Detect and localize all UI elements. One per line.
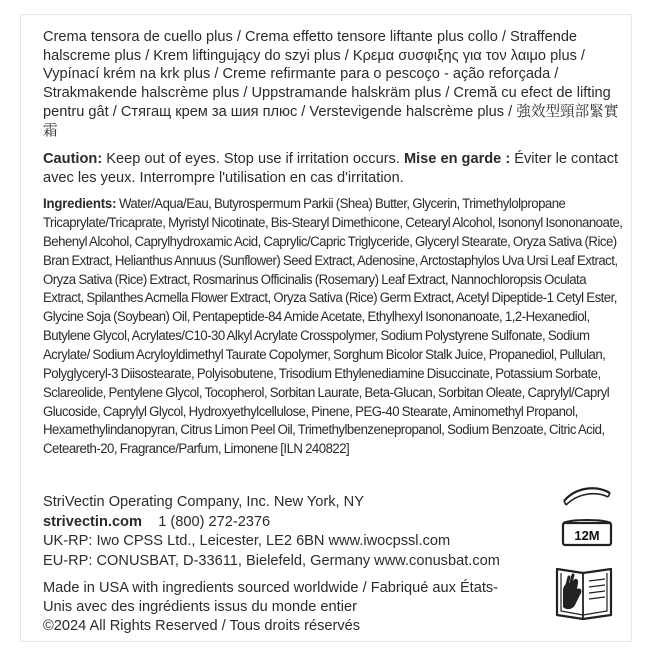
company-name: StriVectin Operating Company, Inc. New York, NY <box>43 494 364 510</box>
phone-number: 1 (800) 272-2376 <box>158 513 271 530</box>
caution-label: Caution: <box>43 151 103 168</box>
caution-text: Keep out of eyes. Stop use if irritation occurs. <box>106 151 400 168</box>
caution-section <box>43 150 625 187</box>
company-info <box>43 493 513 572</box>
contact-line <box>43 513 513 533</box>
caution-fr-label: Mise en garde : <box>403 151 511 168</box>
label-panel <box>20 14 632 642</box>
phone-spacer <box>146 514 154 530</box>
uk-rp-line: UK-RP: Iwo CPSS Ltd., Leicester, LE2 6BN www.iwocpssl.com <box>43 533 451 550</box>
copyright-text: ©2024 All Rights Reserved / Tous droits réservés <box>43 618 361 635</box>
product-names: Crema tensora de cuello plus / Crema effetto tensore liftante plus collo / Straffende halscreme plus / Krem liftingujący do szyi plus / Κρεμα συσφιξης για τον λαιμο plus / Vypínací krém na krk plus / Creme refirmante para o pescoço - ação reforçada / Strakmakende halscrème plus / Uppstramande halskräm plus / Cremă cu efect de lifting pentru gât / Стягащ крем за шия плюс / Verstevigende halscrème plus / 強效型頸部緊實霜 <box>43 29 619 139</box>
ingredients-list: Water/Aqua/Eau, Butyrospermum Parkii (Shea) Butter, Glycerin, Trimethylolpropane Tricaprylate/Tricaprate, Myristyl Nicotinate, Bis-Stearyl Dimethicone, Cetearyl Alcohol, Isononyl Isononanoate, Behenyl Alcohol, Caprylhydroxamic Acid, Caprylic/Capric Triglyceride, Glyceryl Stearate, Oryza Sativa (Rice) Bran Extract, Helianthus Annuus (Sunflower) Seed Extract, Adenosine, Arctostaphylos Uva Ursi Leaf Extract, Oryza Sativa (Rice) Extract, Rosmarinus Officinalis (Rosemary) Leaf Extract, Nannochloropsis Oculata Extract, Spilanthes Acmella Flower Extract, Oryza Sativa (Rice) Germ Extract, Acetyl Dipeptide-1 Cetyl Ester, Glycine Soja (Soybean) Oil, Pentapeptide-84 Amide Acetate, Ethylhexyl Isononanoate, 1,2-Hexanediol, Butylene Glycol, Acrylates/C10-30 Alkyl Acrylate Crosspolymer, Sodium Polystyrene Sulfonate, Sodium Acrylate/ Sodium Acryloyldimethyl Taurate Copolymer, Sorghum Bicolor Stalk Juice, Propanediol, Pullulan, Polyglyceryl-3 Diisostearate, Polyisobutene, Trisodium Ethylenediamine Disuccinate, Potassium Sorbate, Sclareolide, Pentylene Glycol, Tocopherol, Sorbitan Laurate, Beta-Glucan, Sorbitan Oleate, Caprylyl/Capryl Glucoside, Caprylyl Glycol, Hydroxyethylcellulose, Pinene, PEG-40 Stearate, Aminomethyl Propanol, Hexamethylindanopyran, Citrus Limon Peel Oil, Trimethylbenzenepropanol, Sodium Benzoate, Citric Acid, Ceteareth-20, Fragrance/Parfum, Limonene [ILN 240822] <box>43 196 623 458</box>
ingredients-section <box>43 195 625 459</box>
pao-label: 12M <box>574 528 600 543</box>
ingredients-label: Ingredients: <box>43 196 117 213</box>
open-jar-icon <box>558 483 616 549</box>
website-link[interactable]: strivectin.com <box>43 513 142 530</box>
origin-section <box>43 579 513 637</box>
caution-fr-text: Éviter le contact avec les yeux. Interrompre l'utilisation en cas d'irritation. <box>43 151 619 186</box>
made-in-text: Made in USA with ingredients sourced worldwide / Fabriqué aux États-Unis avec des ingrédients issus du monde entier <box>43 580 499 616</box>
eu-rp-line: EU-RP: CONUSBAT, D-33611, Bielefeld, Germany www.conusbat.com <box>43 553 500 570</box>
label-text-block <box>43 28 625 459</box>
refer-to-leaflet-icon <box>553 563 615 623</box>
